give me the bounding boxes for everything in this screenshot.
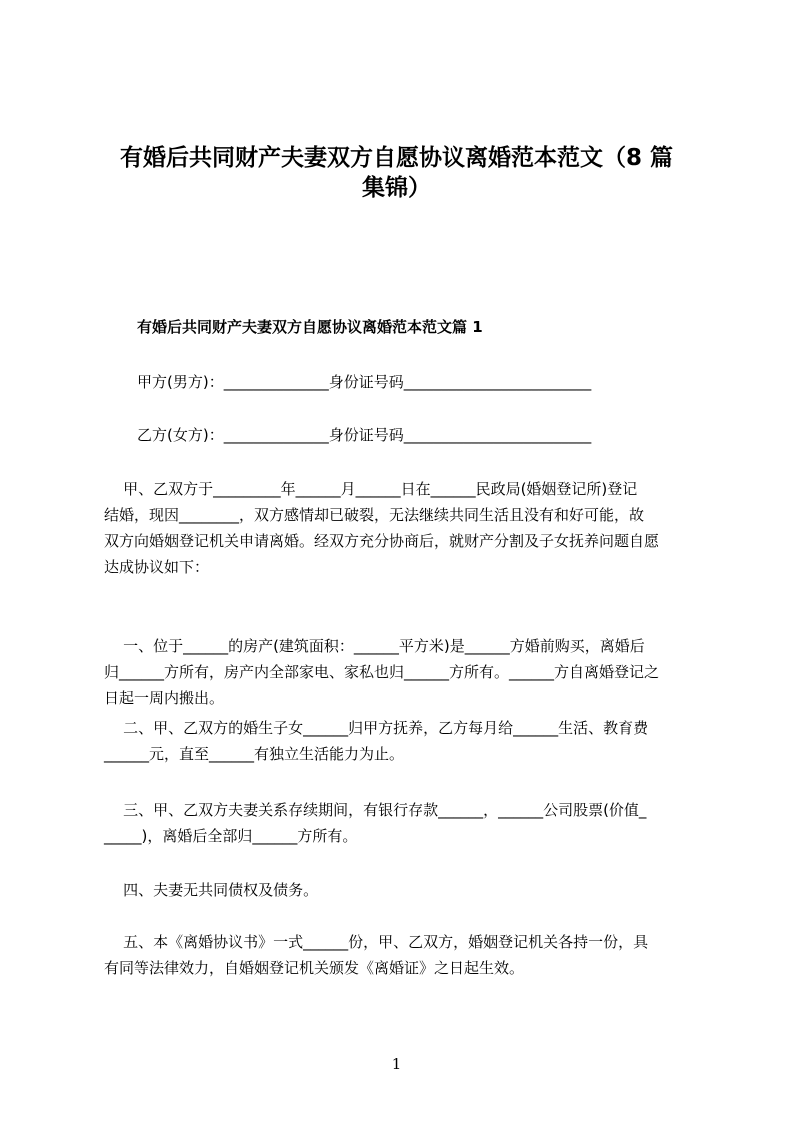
document-title-line2: 集锦） <box>362 175 431 201</box>
paragraph-line: 归______方所有，房产内全部家电、家私也归______方所有。______方自离婚登记之 <box>104 663 660 681</box>
party-b-line: 乙方(女方)：______________身份证号码_________________________ <box>137 426 592 444</box>
paragraph-clause-2 <box>104 715 704 767</box>
paragraph-line: 结婚，现因________，双方感情却已破裂，无法继续共同生活且没有和好可能，故 <box>104 506 645 524</box>
paragraph-line: 五、本《离婚协议书》一式______份，甲、乙双方，婚姻登记机关各持一份，具 <box>104 933 649 951</box>
paragraph-intro <box>104 476 704 580</box>
paragraph-clause-4 <box>104 877 704 903</box>
paragraph-line: 双方向婚姻登记机关申请离婚。经双方充分协商后，就财产分割及子女抚养问题自愿 <box>104 532 660 550</box>
paragraph-line: 甲、乙双方于_________年______月______日在______民政局(婚姻登记所)登记 <box>104 480 638 498</box>
paragraph-line: 日起一周内搬出。 <box>104 689 225 707</box>
paragraph-line: 有同等法律效力，自婚姻登记机关颁发《离婚证》之日起生效。 <box>104 959 525 977</box>
paragraph-line: _____)，离婚后全部归______方所有。 <box>104 827 358 845</box>
paragraph-line: 一、位于______的房产(建筑面积：______平方米)是______方婚前购买，离婚后 <box>104 637 645 655</box>
paragraph-line: 三、甲、乙双方夫妻关系存续期间，有银行存款______，______公司股票(价值_ <box>104 801 647 819</box>
page-number: 1 <box>391 1055 402 1073</box>
paragraph-line: ______元，直至______有独立生活能力为止。 <box>104 745 405 763</box>
paragraph-line: 二、甲、乙双方的婚生子女______归甲方抚养，乙方每月给______生活、教育费 <box>104 719 649 737</box>
paragraph-line: 达成协议如下： <box>104 558 210 576</box>
paragraph-line: 四、夫妻无共同债权及债务。 <box>104 881 319 899</box>
section-heading: 有婚后共同财产夫妻双方自愿协议离婚范本范文篇 1 <box>137 318 483 336</box>
paragraph-clause-3 <box>104 797 704 849</box>
paragraph-clause-1 <box>104 633 704 711</box>
document-title-line1: 有婚后共同财产夫妻双方自愿协议离婚范本范文（8 篇 <box>119 145 673 171</box>
paragraph-clause-5 <box>104 929 704 981</box>
party-a-line: 甲方(男方)：______________身份证号码_________________________ <box>137 373 592 391</box>
